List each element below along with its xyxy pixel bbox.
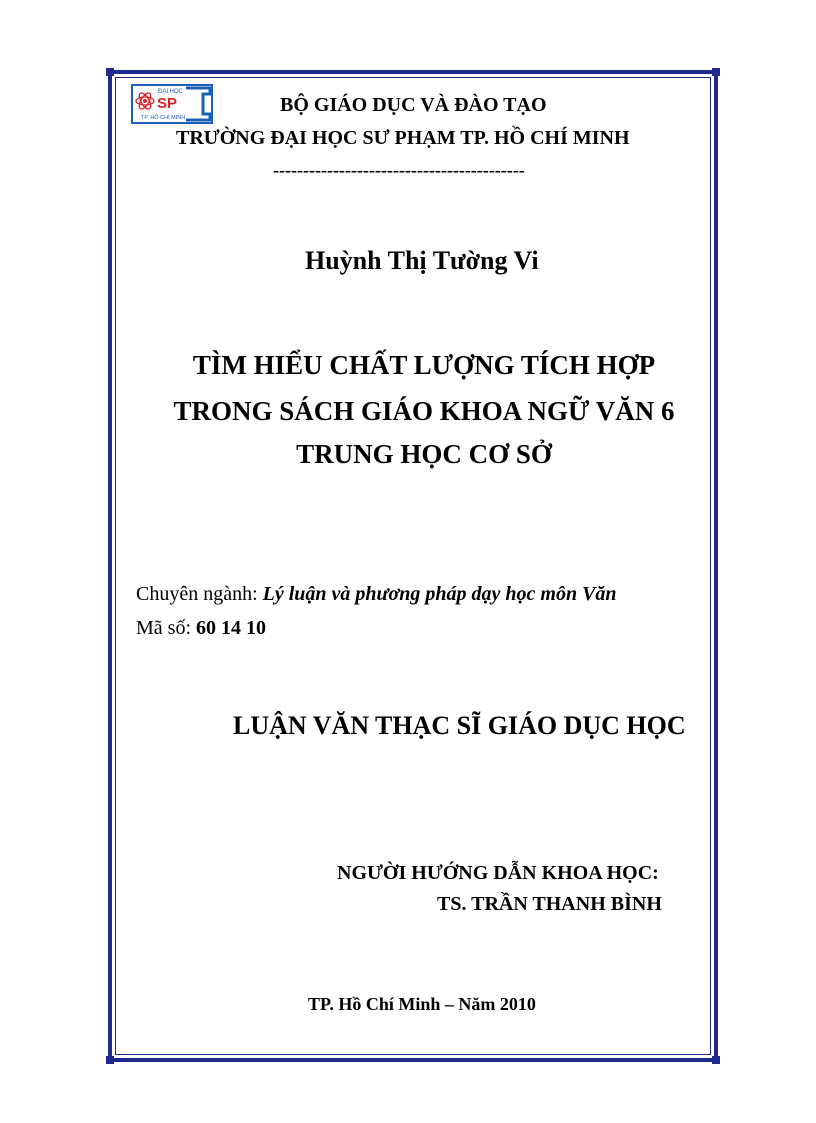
specialization	[136, 583, 617, 606]
university-name: TRƯỜNG ĐẠI HỌC SƯ PHẠM TP. HỒ CHÍ MINH	[176, 127, 630, 149]
advisor-label: NGƯỜI HƯỚNG DẪN KHOA HỌC:	[337, 862, 659, 884]
border-corner	[106, 1056, 114, 1064]
place-year: TP. Hồ Chí Minh – Năm 2010	[308, 994, 536, 1014]
logo-bottom-text: TP. HỒ CHÍ MINH	[141, 115, 186, 121]
thesis-title-line-2: TRONG SÁCH GIÁO KHOA NGỮ VĂN 6	[173, 396, 675, 426]
specialization-label: Chuyên ngành:	[136, 583, 263, 605]
border-corner	[712, 1056, 720, 1064]
logo-mark: SP	[157, 95, 178, 112]
degree-title: LUẬN VĂN THẠC SĨ GIÁO DỤC HỌC	[233, 711, 686, 740]
border-corner	[712, 68, 720, 76]
border-corner	[106, 68, 114, 76]
major-code	[136, 617, 266, 640]
author-name: Huỳnh Thị Tường Vi	[305, 246, 539, 275]
logo-top-text: ĐẠI HỌC	[158, 89, 184, 95]
thesis-title-line-3: TRUNG HỌC CƠ SỞ	[296, 439, 552, 469]
specialization-value: Lý luận và phương pháp dạy học môn Văn	[262, 583, 617, 605]
major-code-value: 60 14 10	[196, 617, 266, 639]
ministry-name: BỘ GIÁO DỤC VÀ ĐÀO TẠO	[280, 94, 547, 116]
thesis-title-line-1: TÌM HIỂU CHẤT LƯỢNG TÍCH HỢP	[192, 350, 656, 380]
header-separator: ------------------------------------------	[273, 160, 525, 180]
advisor-name: TS. TRẦN THANH BÌNH	[437, 893, 662, 915]
major-code-label: Mã số:	[136, 617, 196, 639]
university-logo	[131, 84, 213, 124]
